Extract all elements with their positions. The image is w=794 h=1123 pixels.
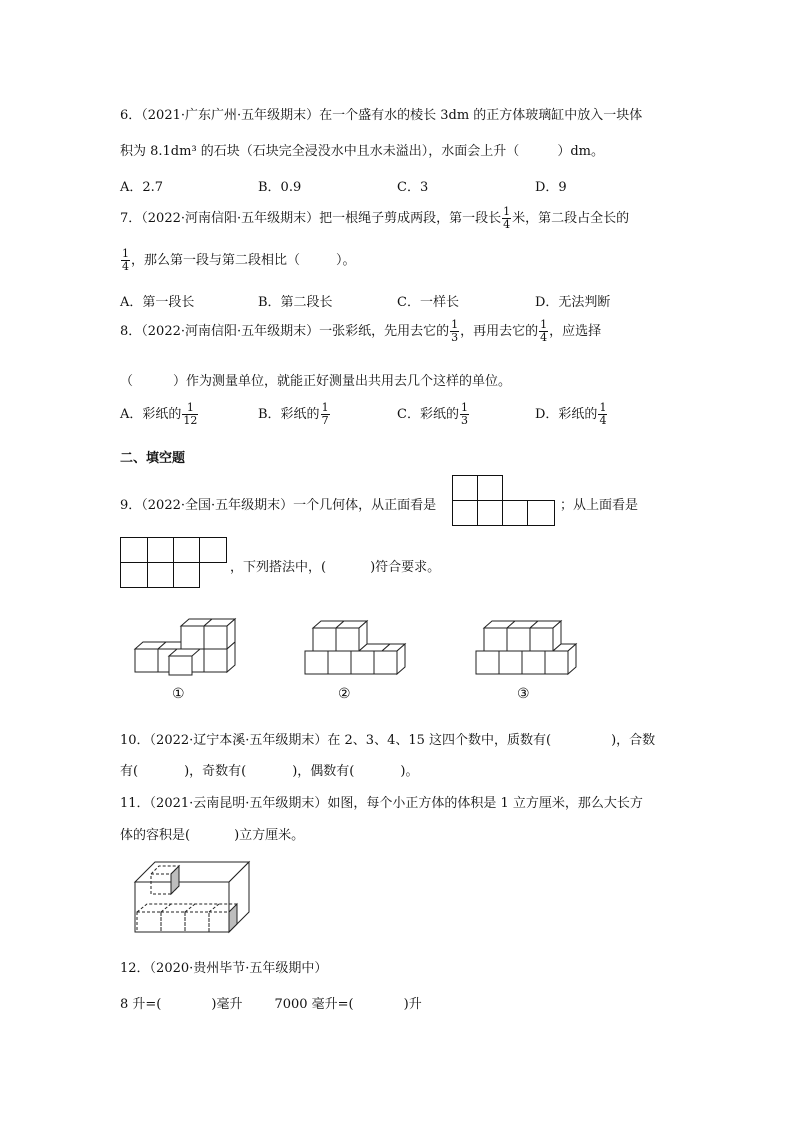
q6-option-c[interactable]: C．3 <box>397 180 429 195</box>
q8-option-c-fraction: $\frac{1}{3}$ <box>460 401 468 427</box>
q8-text-b: ，再用去它的 <box>460 324 539 339</box>
q8-option-b-fraction: $\frac{1}{7}$ <box>321 401 329 427</box>
q9-line2 <box>230 556 440 575</box>
top-view-figure <box>120 537 228 589</box>
cube-arrangement-1 <box>133 612 237 678</box>
caption-2: ② <box>338 686 351 702</box>
q6-option-d[interactable]: D．9 <box>535 180 567 195</box>
q11-line2 <box>120 824 304 843</box>
q7-text-b: 米，第二段占全长的 <box>512 211 630 226</box>
q7-text-c: ，那么第一段与第二段相比（ <box>131 253 301 268</box>
q8-text-c: ，应选择 <box>549 324 602 339</box>
q7-text-a: 7．（2022·河南信阳·五年级期末）把一根绳子剪成两段，第一段长 <box>120 211 502 226</box>
q6-line2 <box>120 140 604 159</box>
q11-text-a: 体的容积是( <box>120 828 191 843</box>
q8-line1 <box>120 319 601 344</box>
section-heading-fill-in: 二、填空题 <box>120 451 186 466</box>
q10-text-e: )，偶数有( <box>292 764 355 779</box>
q10-line1 <box>120 729 655 748</box>
cube-arrangement-2 <box>305 618 409 678</box>
q7-line1 <box>120 206 629 231</box>
q12-line2 <box>120 993 422 1012</box>
q12-text-d: )升 <box>403 997 422 1012</box>
q10-text-b: )，合数 <box>611 733 656 748</box>
q7-option-d[interactable]: D．无法判断 <box>535 295 611 310</box>
rectangular-box-figure <box>133 860 253 935</box>
q6-text-b: ）dm。 <box>557 144 604 159</box>
q8-option-a-fraction: $\frac{1}{12}$ <box>183 401 198 427</box>
cube-arrangement-3 <box>476 618 580 678</box>
q8-option-a-text: A．彩纸的 <box>120 407 182 422</box>
q8-text-e: ）作为测量单位，就能正好测量出共用去几个这样的单位。 <box>173 374 512 389</box>
q12-line1: 12．（2020·贵州毕节·五年级期中） <box>120 961 328 976</box>
front-view-figure <box>452 475 556 527</box>
q8-option-d-text: D．彩纸的 <box>535 407 598 422</box>
q11-line1: 11．（2021·云南昆明·五年级期末）如图，每个小正方体的体积是 1 立方厘米，那么大长方 <box>120 796 643 811</box>
q10-text-d: )，奇数有( <box>184 764 247 779</box>
q8-line2 <box>120 370 511 389</box>
caption-1: ① <box>172 686 185 702</box>
q7-option-a[interactable]: A．第一段长 <box>120 295 195 310</box>
q9-text-b: ；从上面看是 <box>560 498 639 513</box>
q8-text-a: 8．（2022·河南信阳·五年级期末）一张彩纸，先用去它的 <box>120 324 450 339</box>
q10-text-a: 10．（2022·辽宁本溪·五年级期末）在 2、3、4、15 这四个数中，质数有( <box>120 733 552 748</box>
q8-option-b-text: B．彩纸的 <box>258 407 320 422</box>
q7-option-b[interactable]: B．第二段长 <box>258 295 333 310</box>
q8-option-a[interactable] <box>120 402 199 427</box>
q8-fraction-1: $\frac{1}{3}$ <box>451 318 459 344</box>
q10-text-f: )。 <box>400 764 419 779</box>
q6-option-b[interactable]: B．0.9 <box>258 180 302 195</box>
q7-line2 <box>120 248 356 273</box>
q9-text-a: 9．（2022·全国·五年级期末）一个几何体，从正面看是 <box>120 498 437 513</box>
q12-text-b: )毫升 <box>211 997 243 1012</box>
q8-option-d-fraction: $\frac{1}{4}$ <box>599 401 607 427</box>
q6-option-a[interactable]: A．2.7 <box>120 180 164 195</box>
q9-text-d: )符合要求。 <box>370 560 441 575</box>
q12-text-a: 8 升=( <box>120 997 162 1012</box>
q11-text-b: )立方厘米。 <box>234 828 305 843</box>
q7-text-d: ）。 <box>336 253 356 268</box>
q7-option-c[interactable]: C．一样长 <box>397 295 459 310</box>
q10-line2 <box>120 760 418 779</box>
q8-option-c[interactable] <box>397 402 470 427</box>
caption-3: ③ <box>517 686 530 702</box>
q10-text-c: 有( <box>120 764 139 779</box>
q8-fraction-2: $\frac{1}{4}$ <box>540 318 548 344</box>
q9-text-c: ，下列搭法中，( <box>230 560 327 575</box>
q8-text-d: （ <box>120 374 134 389</box>
q8-option-d[interactable] <box>535 402 608 427</box>
q7-fraction-1: $\frac{1}{4}$ <box>503 205 511 231</box>
q8-option-c-text: C．彩纸的 <box>397 407 459 422</box>
q6-line1: 6．（2021·广东广州·五年级期末）在一个盛有水的棱长 3dm 的正方体玻璃缸中放入一块体 <box>120 108 643 123</box>
q7-fraction-2: $\frac{1}{4}$ <box>122 247 129 273</box>
q6-text-a: 积为 8.1dm³ 的石块（石块完全浸没水中且水未溢出），水面会上升（ <box>120 144 520 159</box>
q12-text-c: 7000 毫升=( <box>274 997 354 1012</box>
q8-option-b[interactable] <box>258 402 331 427</box>
